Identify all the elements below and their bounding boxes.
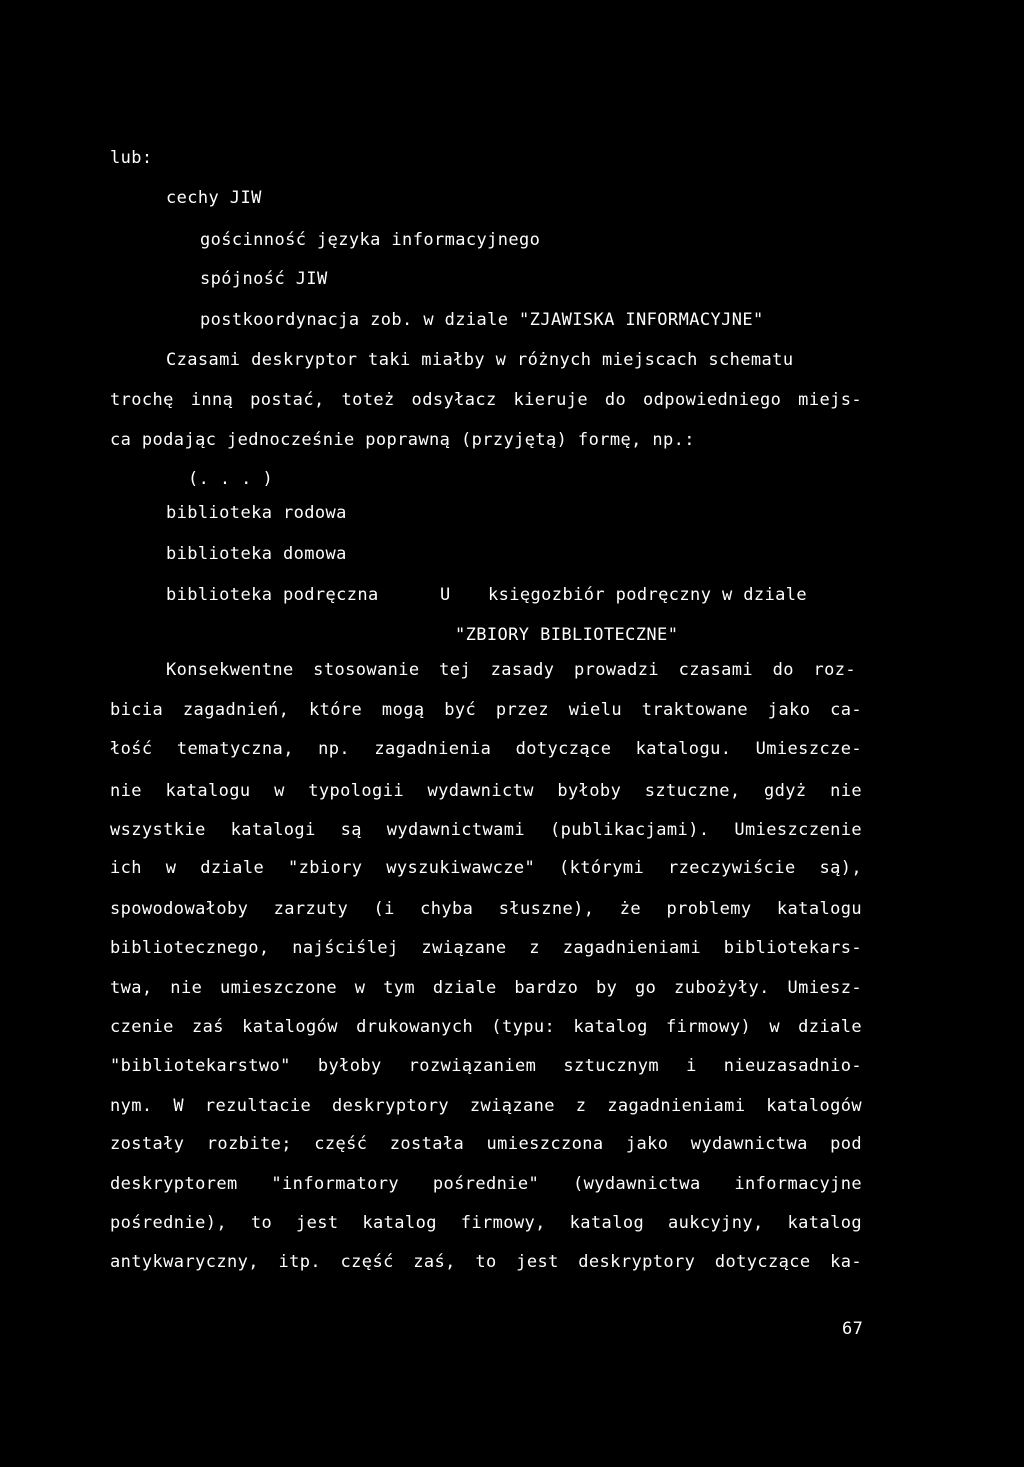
paragraph-line: "bibliotekarstwo" byłoby rozwiązaniem sztucznym i nieuzasadnio-: [110, 1056, 862, 1076]
example-line: księgozbiór podręczny w dziale: [488, 585, 808, 605]
example-line: biblioteka domowa: [166, 544, 347, 564]
paragraph-line: czenie zaś katalogów drukowanych (typu: katalog firmowy) w dziale: [110, 1017, 862, 1037]
example-line: biblioteka rodowa: [166, 503, 347, 523]
paragraph-line: bibliotecznego, najściślej związane z zagadnieniami bibliotekars-: [110, 938, 862, 958]
paragraph-line: Konsekwentne stosowanie tej zasady prowadzi czasami do roz-: [166, 660, 856, 680]
example-line: "ZBIORY BIBLIOTECZNE": [455, 625, 679, 645]
paragraph-line: nym. W rezultacie deskryptory związane z zagadnieniami katalogów: [110, 1096, 862, 1116]
text-line: cechy JIW: [166, 188, 262, 208]
paragraph-line: antykwaryczny, itp. część zaś, to jest deskryptory dotyczące ka-: [110, 1252, 862, 1272]
paragraph-line: Czasami deskryptor taki miałby w różnych miejscach schematu: [166, 350, 794, 370]
paragraph-line: pośrednie), to jest katalog firmowy, katalog aukcyjny, katalog: [110, 1213, 862, 1233]
use-marker: U: [440, 585, 451, 605]
example-line: biblioteka podręczna: [166, 585, 379, 605]
paragraph-line: twa, nie umieszczone w tym dziale bardzo by go zubożyły. Umiesz-: [110, 978, 862, 998]
paragraph-line: zostały rozbite; część została umieszczona jako wydawnictwa pod: [110, 1134, 862, 1154]
paragraph-line: wszystkie katalogi są wydawnictwami (publikacjami). Umieszczenie: [110, 820, 862, 840]
paragraph-line: bicia zagadnień, które mogą być przez wielu traktowane jako ca-: [110, 700, 862, 720]
paragraph-line: łość tematyczna, np. zagadnienia dotyczące katalogu. Umieszcze-: [110, 739, 862, 759]
text-line: gościnność języka informacyjnego: [200, 230, 541, 250]
ellipsis: (. . . ): [188, 469, 274, 489]
paragraph-line: trochę inną postać, toteż odsyłacz kieruje do odpowiedniego miejs-: [110, 390, 862, 410]
paragraph-line: ca podając jednocześnie poprawną (przyjętą) formę, np.:: [110, 430, 695, 450]
text-line: lub:: [110, 148, 153, 168]
text-line: spójność JIW: [200, 269, 328, 289]
paragraph-line: deskryptorem "informatory pośrednie" (wydawnictwa informacyjne: [110, 1174, 862, 1194]
text-line: postkoordynacja zob. w dziale "ZJAWISKA INFORMACYJNE": [200, 310, 764, 330]
paragraph-line: nie katalogu w typologii wydawnictw byłoby sztuczne, gdyż nie: [110, 781, 862, 801]
page-number: 67: [842, 1319, 864, 1339]
paragraph-line: spowodowałoby zarzuty (i chyba słuszne), że problemy katalogu: [110, 899, 862, 919]
paragraph-line: ich w dziale "zbiory wyszukiwawcze" (którymi rzeczywiście są),: [110, 858, 862, 878]
